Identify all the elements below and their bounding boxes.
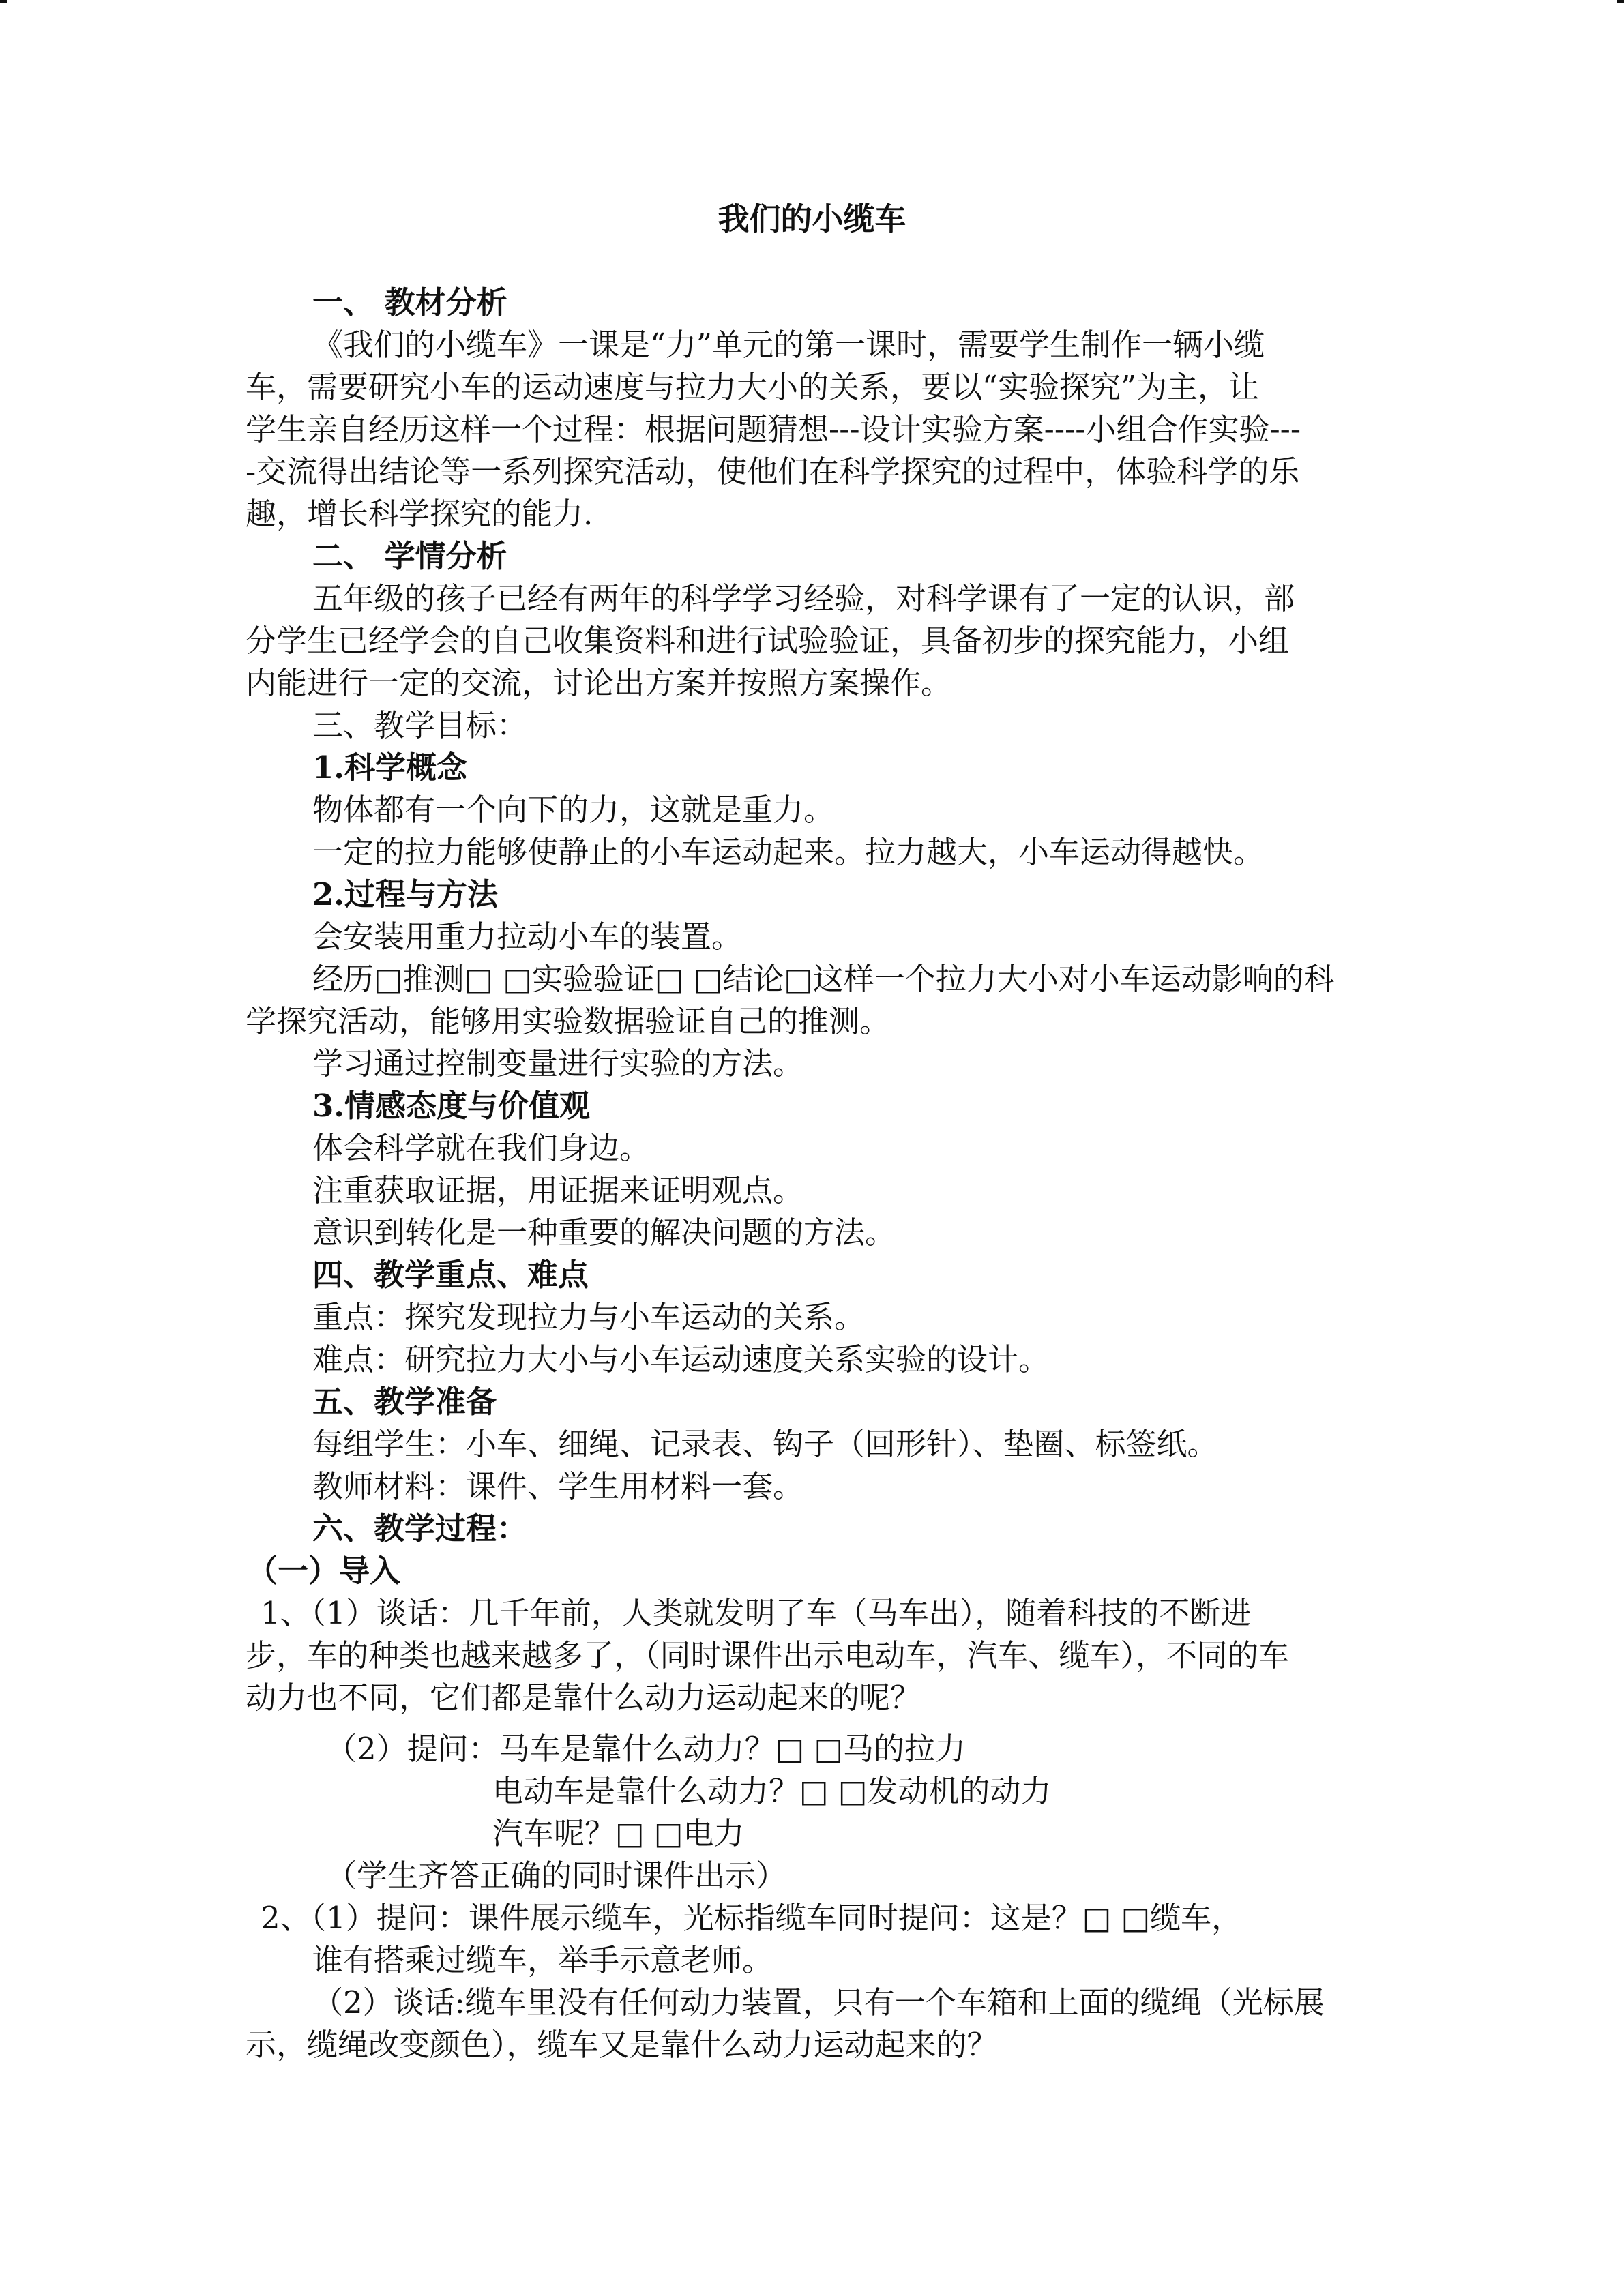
paragraph-line: 体会科学就在我们身边。: [312, 1130, 651, 1166]
section-heading-teaching-process: 六、教学过程：: [312, 1510, 528, 1547]
paragraph-line: 电动车是靠什么动力？□ □发动机的动力: [492, 1773, 1052, 1809]
section-heading-student-analysis: 二、 学情分析: [312, 538, 507, 574]
paragraph-line: 分学生已经学会的自己收集资料和进行试验验证，具备初步的探究能力，小组: [246, 623, 1290, 659]
paragraph-line: 谁有搭乘过缆车，举手示意老师。: [312, 1942, 773, 1978]
paragraph-line: （2）提问：马车是靠什么动力？□ □马的拉力: [326, 1731, 966, 1767]
paragraph-line: 一定的拉力能够使静止的小车运动起来。拉力越大，小车运动得越快。: [312, 834, 1265, 870]
paragraph-line: 学探究活动，能够用实验数据验证自己的推测。: [246, 1003, 891, 1039]
paragraph-line: 动力也不同，它们都是靠什么动力运动起来的呢？: [246, 1680, 921, 1716]
paragraph-line: （学生齐答正确的同时课件出示）: [326, 1858, 787, 1894]
paragraph-line: 注重获取证据，用证据来证明观点。: [312, 1172, 804, 1208]
paragraph-line: 物体都有一个向下的力，这就是重力。: [312, 792, 835, 828]
section-heading-teaching-goals: 三、教学目标：: [312, 707, 528, 743]
paragraph-line: 每组学生：小车、细绳、记录表、钩子（回形针）、垫圈、标签纸。: [312, 1426, 1218, 1462]
paragraph-line: 学生亲自经历这样一个过程：根据问题猜想---设计实验方案----小组合作实验---: [246, 411, 1301, 447]
paragraph-line: 《我们的小缆车》一课是“力”单元的第一课时，需要学生制作一辆小缆: [312, 327, 1265, 363]
paragraph-line: 教师材料：课件、学生用材料一套。: [312, 1468, 804, 1504]
section-heading-textbook-analysis: 一、 教材分析: [312, 284, 507, 320]
paragraph-line: 示，缆绳改变颜色），缆车又是靠什么动力运动起来的？: [246, 2027, 998, 2063]
paragraph-line: 车，需要研究小车的运动速度与拉力大小的关系，要以“实验探究”为主，让: [246, 369, 1260, 405]
paragraph-line: 难点：研究拉力大小与小车运动速度关系实验的设计。: [312, 1341, 1050, 1377]
section-heading-preparation: 五、教学准备: [312, 1384, 497, 1420]
paragraph-line: 步，车的种类也越来越多了，（同时课件出示电动车，汽车、缆车），不同的车: [246, 1637, 1290, 1673]
paragraph-line: 内能进行一定的交流，讨论出方案并按照方案操作。: [246, 665, 952, 701]
paragraph-line: 会安装用重力拉动小车的装置。: [312, 919, 743, 955]
paragraph-line: 汽车呢？□ □电力: [492, 1815, 745, 1851]
subheading-science-concepts: 1.科学概念: [312, 749, 467, 786]
paragraph-line: 五年级的孩子已经有两年的科学学习经验，对科学课有了一定的认识，部: [312, 580, 1295, 616]
document-title: 我们的小缆车: [718, 200, 906, 237]
paragraph-line: 重点：探究发现拉力与小车运动的关系。: [312, 1299, 866, 1335]
paragraph-line: 意识到转化是一种重要的解决问题的方法。: [312, 1214, 896, 1251]
section-heading-key-points: 四、教学重点、难点: [312, 1257, 589, 1293]
paragraph-line: -交流得出结论等一系列探究活动，使他们在科学探究的过程中，体验科学的乐: [246, 453, 1300, 490]
subheading-attitudes-values: 3.情感态度与价值观: [312, 1088, 590, 1124]
paragraph-line: 经历□推测□ □实验验证□ □结论□这样一个拉力大小对小车运动影响的科: [312, 961, 1335, 997]
paragraph-line: （2）谈话:缆车里没有任何动力装置，只有一个车箱和上面的缆绳（光标展: [312, 1984, 1325, 2021]
subheading-introduction: （一）导入: [247, 1553, 401, 1589]
subheading-process-methods: 2.过程与方法: [312, 876, 498, 912]
paragraph-line: 趣，增长科学探究的能力.: [246, 496, 593, 532]
paragraph-line: 学习通过控制变量进行实验的方法。: [312, 1045, 804, 1082]
paragraph-line: 2、（1）提问：课件展示缆车，光标指缆车同时提问：这是？□ □缆车，: [261, 1900, 1243, 1936]
paragraph-line: 1、（1）谈话：几千年前，人类就发明了车（马车出），随着科技的不断进: [261, 1595, 1252, 1631]
